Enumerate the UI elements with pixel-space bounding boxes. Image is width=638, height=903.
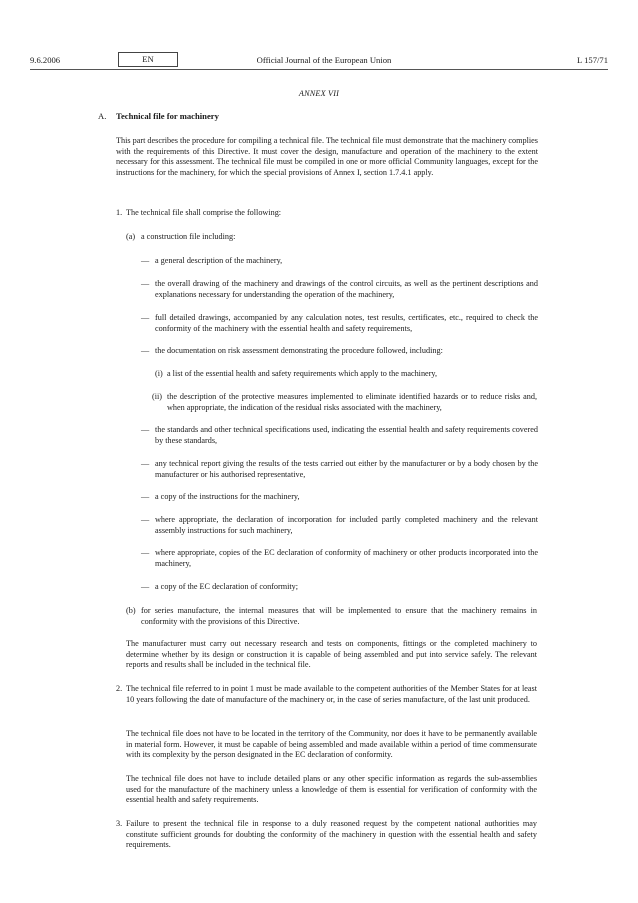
point-1a-label: (a) (126, 232, 136, 241)
page-header (30, 52, 608, 68)
section-letter: A. (98, 111, 107, 121)
header-divider (30, 69, 608, 70)
dash-marker: — (141, 279, 150, 288)
point-2-paragraph-3: The technical file does not have to include detailed plans or any other specific information as regards the sub-assemblies used for the manufacture of the machinery unless a knowledge of them is essential for verification of conformity with the essential health and safety requirements. (126, 774, 537, 805)
list-item: the documentation on risk assessment demonstrating the procedure followed, including: (155, 346, 443, 355)
list-item: the standards and other technical specifications used, indicating the essential health and safety requirements covered by these standards, (155, 425, 538, 445)
section-intro: This part describes the procedure for compiling a technical file. The technical file must demonstrate that the machinery complies with the requirements of this Directive. It must cover the design, manufacture and operation of the machinery to the extent necessary for this assessment. The technical file must be compiled in one or more official Community languages, except for the instructions for the machinery, for which the special provisions of Annex I, section 1.7.4.1 apply. (116, 136, 538, 177)
publication-date: 9.6.2006 (30, 55, 61, 65)
dash-marker: — (141, 313, 150, 322)
point-3-number: 3. (116, 819, 123, 828)
point-2-text: The technical file referred to in point 1 must be made available to the competent authorities of the Member States for at least 10 years following the date of manufacture of the machinery or, in the case of series manufacture, of the last unit produced. (126, 684, 537, 704)
dash-marker: — (141, 515, 150, 524)
language-badge: EN (118, 52, 178, 67)
dash-marker: — (141, 256, 150, 265)
dash-marker: — (141, 425, 150, 434)
section-title: Technical file for machinery (116, 111, 219, 121)
list-item: the description of the protective measures implemented to eliminate identified hazards or to reduce risks and, when appropriate, the indication of the residual risks associated with the machinery, (167, 392, 537, 412)
list-item: a list of the essential health and safety requirements which apply to the machinery, (167, 369, 438, 378)
list-item: a copy of the EC declaration of conformity; (155, 582, 299, 591)
dash-marker: — (141, 582, 150, 591)
journal-title: Official Journal of the European Union (256, 55, 392, 65)
roman-label: (ii) (152, 392, 163, 401)
point-1-number: 1. (116, 208, 123, 217)
list-item: a general description of the machinery, (155, 256, 283, 265)
list-item: a copy of the instructions for the machinery, (155, 492, 300, 501)
list-item: the overall drawing of the machinery and drawings of the control circuits, as well as the pertinent descriptions and explanations necessary for understanding the operation of the machinery, (155, 279, 538, 299)
dash-marker: — (141, 346, 150, 355)
dash-marker: — (141, 459, 150, 468)
page-reference: L 157/71 (577, 55, 608, 65)
list-item: any technical report giving the results of the tests carried out either by the manufacturer or by a body chosen by the manufacturer or his authorised representative, (155, 459, 538, 479)
point-3-text: Failure to present the technical file in response to a duly reasoned request by the competent national authorities may constitute sufficient grounds for doubting the conformity of the machinery in question with the essential health and safety requirements. (126, 819, 537, 850)
point-1a-text: a construction file including: (141, 232, 236, 241)
annex-title: ANNEX VII (298, 89, 340, 98)
list-item: full detailed drawings, accompanied by any calculation notes, test results, certificates, etc., required to check the conformity of the machinery with the essential health and safety requirements, (155, 313, 538, 333)
point-1-closing: The manufacturer must carry out necessary research and tests on components, fittings or the completed machinery to determine whether by its design or construction it is capable of being assembled and put into service safely. The relevant reports and results shall be included in the technical file. (126, 639, 537, 670)
point-1-text: The technical file shall comprise the following: (126, 208, 282, 217)
dash-marker: — (141, 492, 150, 501)
point-1b-text: for series manufacture, the internal measures that will be implemented to ensure that the machinery remains in conformity with the provisions of this Directive. (141, 606, 537, 626)
dash-marker: — (141, 548, 150, 557)
roman-label: (i) (155, 369, 163, 378)
point-2-number: 2. (116, 684, 123, 693)
point-1b-label: (b) (126, 606, 136, 615)
list-item: where appropriate, copies of the EC declaration of conformity of machinery or other products incorporated into the machinery, (155, 548, 538, 568)
list-item: where appropriate, the declaration of incorporation for included partly completed machinery and the relevant assembly instructions for such machinery, (155, 515, 538, 535)
point-2-paragraph-2: The technical file does not have to be located in the territory of the Community, nor does it have to be permanently available in material form. However, it must be capable of being assembled and made available within a period of time commensurate with its complexity by the person designated in the EC declaration of conformity. (126, 729, 537, 760)
